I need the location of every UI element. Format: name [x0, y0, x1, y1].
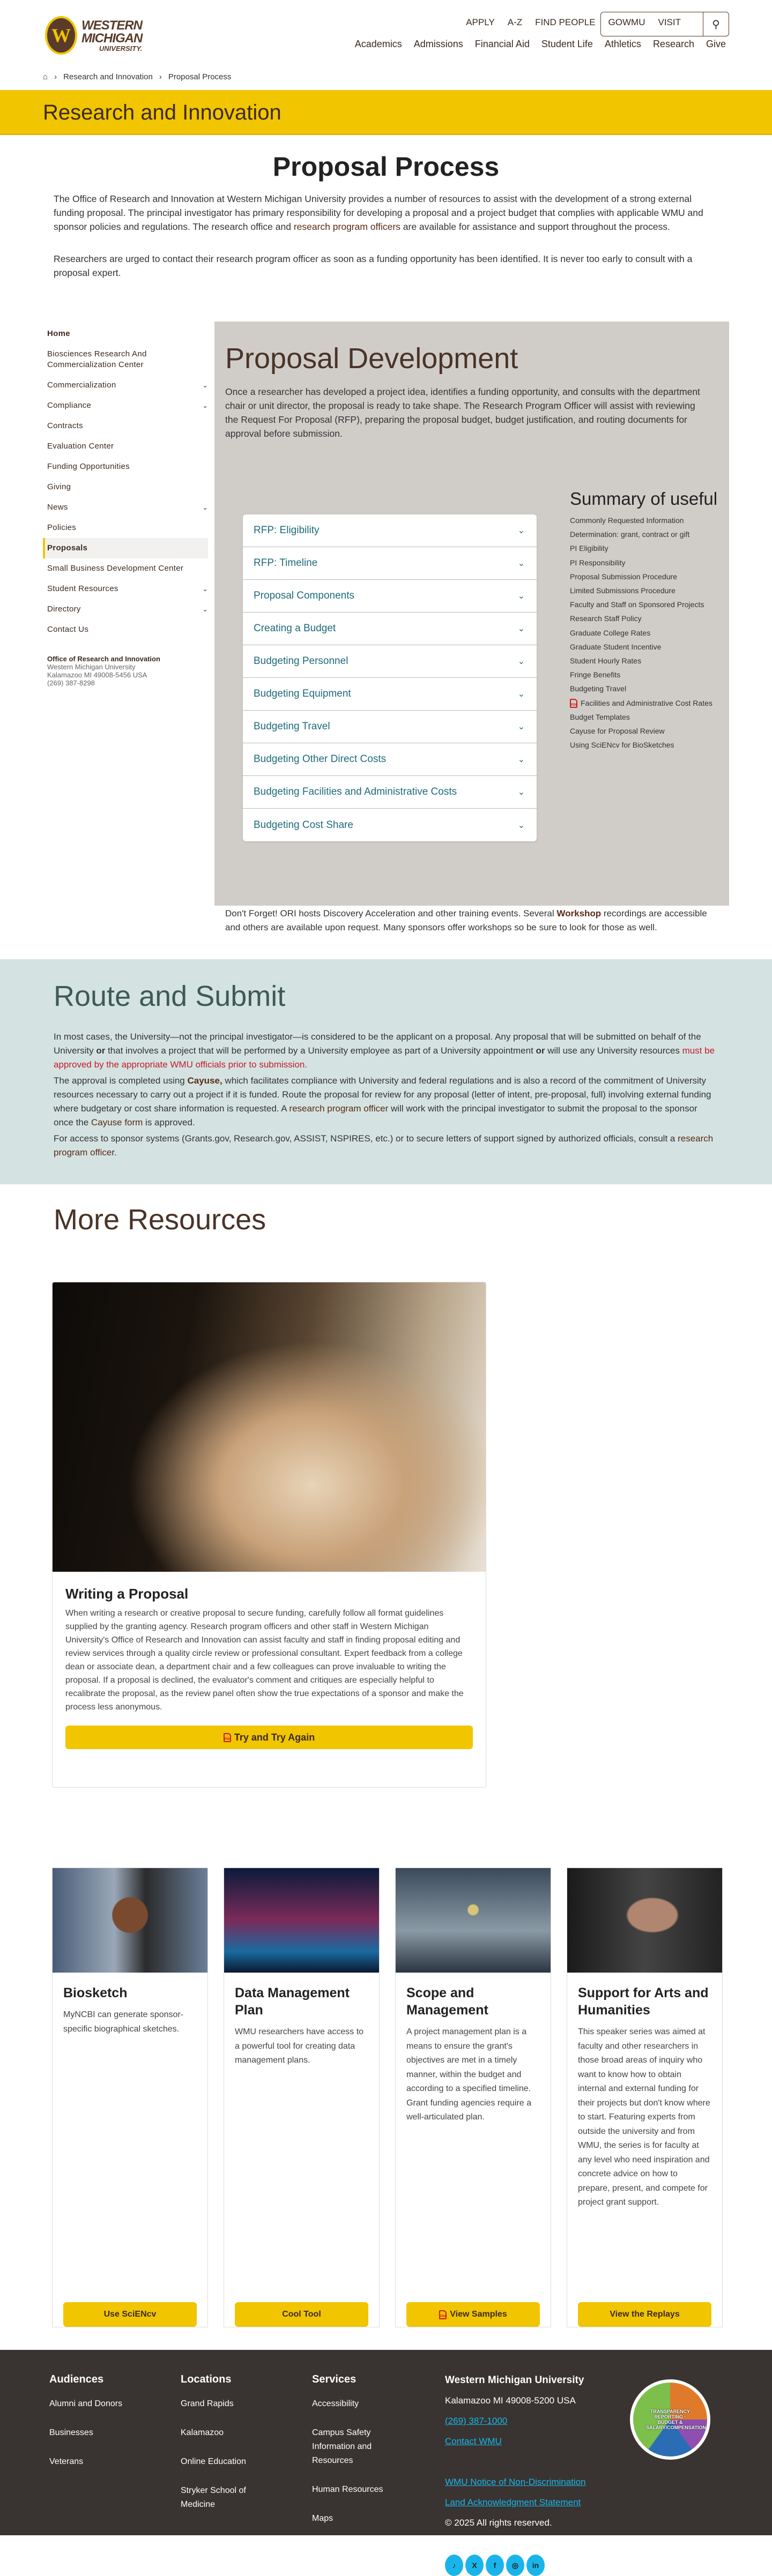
card-body: This speaker series was aimed at faculty and other researchers in those broad areas of inquiry who want to know how to obtain internal and external funding for their projects but don't know where to start. Featuring experts from outside the university and from WMU, the series is for faculty at any level who need inspiration and concrete advice on how to prepare, present, and compete for project grant support. — [578, 2027, 710, 2207]
sidebar-item-label: Biosciences Research And Commercialization Center — [47, 349, 147, 369]
utility-a-z[interactable]: A-Z — [507, 17, 523, 27]
intro-text: The Office of Research and Innovation at Western Michigan University provides a number of resources to assist with the development of a strong external funding proposal. The principal investigator has primary responsibility for developing a proposal and a project budget that complies with applicable WMU and sponsor policies and regulations. The research office and — [54, 193, 703, 232]
office-name: Office of Research and Innovation — [47, 655, 160, 663]
button-label: View Samples — [450, 2310, 507, 2319]
nav-admissions[interactable]: Admissions — [413, 39, 463, 49]
chevron-down-icon[interactable]: ⌄ — [202, 402, 208, 409]
footer-audiences — [49, 2372, 130, 2484]
resource-card-data-management-plan — [224, 1868, 380, 2327]
footer-link-maps[interactable]: Maps — [312, 2514, 333, 2523]
button-label: View the Replays — [610, 2310, 680, 2319]
text: that involves a project that will be performed by a University employee as part of a University appointment — [105, 1046, 536, 1056]
link-label: PI Responsibility — [570, 558, 626, 567]
sidebar-item-label: Contact Us — [47, 625, 89, 634]
summary-link-graduate-college-rates[interactable] — [570, 626, 729, 640]
accordion-rfp-eligibility[interactable] — [243, 514, 537, 547]
summary-title: Summary of useful — [570, 489, 718, 509]
accordion-budgeting-other-direct-costs[interactable] — [243, 743, 537, 776]
breadcrumb-separator: › — [54, 72, 57, 81]
section-title: Route and Submit — [54, 980, 286, 1012]
accordion-budgeting-equipment[interactable] — [243, 678, 537, 711]
home-icon[interactable]: ⌂ — [43, 72, 48, 81]
logo-seal-icon: W — [45, 16, 77, 55]
resource-card-scope-and-management — [395, 1868, 551, 2327]
link-label: Fringe Benefits — [570, 670, 621, 680]
accordion-label: Budgeting Other Direct Costs — [254, 753, 387, 765]
pdf-icon: PDF — [224, 1733, 231, 1742]
link-label: Student Hourly Rates — [570, 656, 642, 666]
card-photo — [53, 1868, 207, 1973]
card-body: MyNCBI can generate sponsor-specific biographical sketches. — [63, 2010, 184, 2034]
summary-link-fringe-benefits[interactable] — [570, 668, 729, 682]
card-title: Data Management Plan — [235, 1985, 350, 2018]
contact-wmu-link[interactable]: Contact WMU — [445, 2436, 502, 2446]
chevron-down-icon[interactable]: ⌄ — [202, 606, 208, 613]
text: The approval is completed using — [54, 1076, 188, 1086]
banner-title: Research and Innovation — [43, 101, 281, 124]
accordion-rfp-timeline[interactable] — [243, 547, 537, 580]
accordion-label: RFP: Eligibility — [254, 525, 320, 536]
sidebar-item-commercialization[interactable] — [47, 375, 208, 395]
link-label: Cayuse for Proposal Review — [570, 727, 665, 736]
chevron-down-icon[interactable]: ⌄ — [202, 382, 208, 389]
sidebar-item-label: Directory — [47, 604, 81, 614]
nav-student-life[interactable]: Student Life — [541, 39, 593, 49]
link-label: Using SciENcv for BioSketches — [570, 741, 674, 750]
view-the-replays-button[interactable] — [578, 2302, 711, 2327]
link-label: Research Staff Policy — [570, 614, 642, 623]
accordion-budgeting-cost-share[interactable] — [243, 809, 537, 841]
logo-line: MICHIGAN — [81, 31, 143, 46]
route-paragraph — [54, 1132, 718, 1160]
emphasis: or — [536, 1046, 545, 1056]
utility-find-people[interactable]: FIND PEOPLE — [535, 17, 596, 27]
x-icon[interactable]: X — [465, 2555, 484, 2576]
sidebar-item-label: Compliance — [47, 401, 92, 410]
accordion-label: Creating a Budget — [254, 623, 336, 634]
sidebar-item-funding-opportunities[interactable] — [47, 457, 208, 477]
summary-link-proposal-submission-procedure[interactable] — [570, 570, 729, 584]
card-photo — [224, 1868, 379, 1973]
writing-photo — [53, 1282, 486, 1572]
footer-address: Kalamazoo MI 49008-5200 USA — [445, 2395, 576, 2406]
resource-card-biosketch — [52, 1868, 208, 2327]
sidebar-item-biosciences-research-and-commercialization-center[interactable] — [47, 344, 208, 375]
sidebar-item-label: Commercialization — [47, 380, 116, 390]
try-again-button[interactable] — [65, 1726, 473, 1749]
intro-paragraph — [54, 192, 718, 234]
utility-visit[interactable]: VISIT — [658, 17, 681, 27]
sidebar-item-contracts[interactable] — [47, 416, 208, 436]
sidebar-item-label: Student Resources — [47, 584, 118, 593]
breadcrumb — [43, 72, 231, 81]
footer-locations — [181, 2372, 261, 2527]
cayuse-form-link[interactable]: Cayuse form — [91, 1117, 143, 1128]
sidebar-item-label: Proposals — [47, 543, 88, 552]
summary-link-budget-templates[interactable] — [570, 710, 729, 724]
button-label: Try and Try Again — [234, 1731, 315, 1743]
text: which facilitates compliance with University and federal regulations and is also a record of the commitment of University resources necessary to carry out a project if it is funded. Route the proposal for review for any proposal (letter of intent, pre-proposal, full) involving external funding where budgetary or cost share information is requested. A — [54, 1076, 711, 1114]
card-body: When writing a research or creative proposal to secure funding, carefully follow all format guidelines supplied by the granting agency. Research program officers and other staff in Western Michigan University's Office of Research and Innovation can assist faculty and staff in finding proposal editing and review services through a quality circle review or professional consultant. Expert feedback from a college dean or associate dean, a department chair and a few colleagues can prove invaluable to writing the proposal. If a proposal is declined, the evaluator's comment and critiques are especially helpful to recalibrate the proposal, as the review panel often show the true expectations of a sponsor and make the process less anonymous. — [65, 1609, 464, 1712]
chevron-down-icon: ⌄ — [517, 592, 525, 601]
sidebar-item-small-business-development-center[interactable] — [47, 558, 208, 579]
accordion-proposal-components[interactable] — [243, 580, 537, 613]
search-icon[interactable]: ⚲ — [703, 12, 729, 36]
main-nav — [355, 39, 726, 50]
section-title: Proposal Development — [225, 342, 518, 375]
link-label: Determination: grant, contract or gift — [570, 530, 690, 539]
text: will use any University resources — [545, 1046, 682, 1056]
footer-link-online-education[interactable]: Online Education — [181, 2457, 246, 2466]
sidebar-item-news[interactable] — [47, 497, 208, 518]
chevron-down-icon: ⌄ — [517, 559, 525, 568]
breadcrumb-research[interactable]: Research and Innovation — [63, 72, 153, 81]
note-text: recordings are accessible and others are available upon request. Many sponsors offer workshops so be sure to look for those as well. — [225, 908, 707, 932]
office-org: Western Michigan University — [47, 663, 136, 671]
cayuse-link[interactable]: Cayuse, — [187, 1076, 222, 1086]
summary-link-research-staff-policy[interactable] — [570, 611, 729, 625]
intro-text: are available for assistance and support throughout the process. — [400, 221, 670, 232]
sidebar-item-label: Contracts — [47, 421, 83, 430]
pdf-icon: PDF — [570, 699, 577, 708]
sidebar-item-label: Policies — [47, 523, 77, 532]
section-banner — [0, 90, 772, 135]
text: will work with the principal investigator to submit the proposal to the sponsor once the — [54, 1103, 697, 1128]
footer-link-grand-rapids[interactable]: Grand Rapids — [181, 2399, 234, 2408]
card-title: Scope and Management — [406, 1985, 488, 2018]
card-title: Support for Arts and Humanities — [578, 1985, 709, 2018]
sidebar-item-compliance[interactable] — [47, 395, 208, 416]
footer-heading: Services — [312, 2373, 357, 2385]
sidebar-item-label: Home — [47, 329, 70, 338]
text: is approved. — [143, 1117, 195, 1128]
breadcrumb-separator: › — [159, 72, 162, 81]
office-phone: (269) 387-8298 — [47, 679, 95, 687]
research-program-officer-link[interactable]: research program officer — [54, 1133, 714, 1158]
resource-card-support-for-arts-and-humanities — [567, 1868, 723, 2327]
summary-link-limited-submissions-procedure[interactable] — [570, 584, 729, 598]
footer-wmu — [445, 2370, 586, 2576]
sidebar-item-label: Small Business Development Center — [47, 564, 184, 573]
footer-link-alumni-and-donors[interactable]: Alumni and Donors — [49, 2399, 123, 2408]
sidebar-item-label: Giving — [47, 482, 71, 491]
more-resources-title: More Resources — [54, 1204, 266, 1236]
link-label: Facilities and Administrative Cost Rates — [581, 698, 712, 707]
route-paragraph — [54, 1030, 718, 1072]
footer-link-campus-safety-information-and-resources[interactable]: Campus Safety Information and Resources — [312, 2428, 372, 2465]
link-label: Commonly Requested Information — [570, 516, 684, 525]
link-label: Graduate Student Incentive — [570, 642, 662, 651]
search-box — [600, 12, 729, 36]
text: For access to sponsor systems (Grants.gov, Research.gov, ASSIST, NSPIRES, etc.) or to secure letters of support signed by authorized officials, consult a — [54, 1133, 678, 1144]
sidebar-item-contact-us[interactable] — [47, 619, 208, 640]
text: . — [114, 1147, 117, 1158]
link-label: Budget Templates — [570, 712, 630, 721]
link-label: Budgeting Travel — [570, 684, 627, 693]
proposal-development-section — [214, 322, 729, 906]
nav-give[interactable]: Give — [706, 39, 726, 49]
card-photo — [396, 1868, 551, 1973]
writing-proposal-card — [52, 1282, 486, 1788]
accordion — [243, 514, 537, 841]
sidebar-item-giving[interactable] — [47, 477, 208, 497]
footer-link-human-resources[interactable]: Human Resources — [312, 2485, 383, 2494]
chevron-down-icon: ⌄ — [517, 657, 525, 666]
research-program-officer-link[interactable]: research program officer — [289, 1103, 389, 1114]
sidebar-item-label: Evaluation Center — [47, 442, 114, 451]
footer-link-kalamazoo[interactable]: Kalamazoo — [181, 2428, 224, 2437]
chevron-down-icon: ⌄ — [517, 755, 525, 764]
button-label: Use SciENcv — [103, 2310, 157, 2319]
footer-link-stryker-school-of-medicine[interactable]: Stryker School of Medicine — [181, 2486, 246, 2509]
summary-links — [570, 489, 729, 752]
button-label: Cool Tool — [282, 2310, 321, 2319]
summary-link-determination-grant-contract-or-gift[interactable] — [570, 527, 729, 541]
chevron-down-icon[interactable]: ⌄ — [202, 585, 208, 593]
link-label: Proposal Submission Procedure — [570, 572, 677, 581]
nav-financial-aid[interactable]: Financial Aid — [474, 39, 530, 49]
accordion-label: Budgeting Equipment — [254, 688, 351, 699]
card-body: A project management plan is a means to ensure the grant's objectives are met in a timely manner, within the budget and according to a specified timeline. Grant funding agencies require a well-articulated plan. — [406, 2027, 532, 2122]
accordion-budgeting-facilities-and-administrative-costs[interactable] — [243, 776, 537, 809]
footer-services — [312, 2372, 392, 2570]
accordion-budgeting-travel[interactable] — [243, 711, 537, 743]
summary-link-facilities-and-administrative-cost-rates[interactable] — [570, 696, 729, 710]
footer-link-businesses[interactable]: Businesses — [49, 2428, 93, 2437]
facebook-icon[interactable]: f — [486, 2555, 504, 2576]
section-lead: Once a researcher has developed a project idea, identifies a funding opportunity, and consults with the department chair or unit director, the proposal is ready to take shape. The Research Program Officer will assist with reviewing the Request For Proposal (RFP), preparing the proposal budget, budget justification, and routing documents for approval before submission. — [225, 386, 700, 439]
card-title: Writing a Proposal — [65, 1586, 189, 1602]
copyright: © 2025 All rights reserved. — [445, 2518, 552, 2528]
breadcrumb-current: Proposal Process — [168, 72, 232, 81]
sidebar-item-policies[interactable] — [47, 518, 208, 538]
approval-warning: must be approved by the appropriate WMU officials prior to submission. — [54, 1046, 715, 1070]
utility-apply[interactable]: APPLY — [466, 17, 495, 27]
route-and-submit-section — [0, 959, 772, 1184]
chevron-down-icon: ⌄ — [517, 788, 525, 797]
emphasis: or — [96, 1046, 106, 1056]
chevron-down-icon: ⌄ — [517, 820, 525, 830]
logo-line: WESTERN — [81, 18, 142, 33]
text: In most cases, the University—not the principal investigator—is considered to be the applicant on a proposal. Any proposal that will be submitted on behalf of the University — [54, 1032, 701, 1056]
accordion-label: RFP: Timeline — [254, 557, 318, 569]
card-body: WMU researchers have access to a powerful tool for creating data management plans. — [235, 2027, 364, 2065]
badge-text: TRANSPARENCY REPORTING · BUDGET & SALARY/COMPENSATION — [646, 2409, 707, 2430]
social-links — [445, 2555, 586, 2576]
accordion-budgeting-personnel[interactable] — [243, 645, 537, 678]
instagram-icon[interactable]: ◎ — [506, 2555, 524, 2576]
sidebar-item-student-resources[interactable] — [47, 579, 208, 599]
workshop-link[interactable]: Workshop — [556, 908, 602, 919]
chevron-down-icon: ⌄ — [517, 526, 525, 535]
route-paragraph — [54, 1074, 718, 1130]
sidebar-item-proposals[interactable] — [43, 538, 208, 558]
summary-link-cayuse-for-proposal-review[interactable] — [570, 724, 729, 738]
accordion-label: Budgeting Travel — [254, 721, 330, 732]
summary-link-student-hourly-rates[interactable] — [570, 654, 729, 668]
accordion-label: Budgeting Facilities and Administrative Costs — [254, 786, 457, 797]
summary-link-graduate-student-incentive[interactable] — [570, 640, 729, 654]
chevron-down-icon: ⌄ — [517, 722, 525, 731]
sidebar-item-home[interactable] — [47, 324, 208, 344]
footer-heading: Audiences — [49, 2373, 104, 2385]
footer-wmu-title: Western Michigan University — [445, 2375, 584, 2386]
summary-link-budgeting-travel[interactable] — [570, 682, 729, 696]
summary-link-using-sciencv-for-biosketches[interactable] — [570, 738, 729, 752]
view-samples-button[interactable] — [406, 2302, 540, 2327]
nav-athletics[interactable]: Athletics — [604, 39, 641, 49]
card-title: Biosketch — [63, 1985, 128, 2000]
footer-link-veterans[interactable]: Veterans — [49, 2457, 84, 2466]
non-discrimination-link[interactable]: WMU Notice of Non-Discrimination — [445, 2477, 586, 2487]
search-input[interactable] — [601, 12, 703, 36]
research-program-officers-link[interactable]: research program officers — [293, 221, 400, 232]
chevron-down-icon: ⌄ — [517, 690, 525, 699]
accordion-creating-a-budget[interactable] — [243, 613, 537, 645]
sidebar — [47, 324, 208, 687]
cool-tool-button[interactable] — [235, 2302, 368, 2327]
link-label: Faculty and Staff on Sponsored Projects — [570, 600, 704, 609]
office-address: Kalamazoo MI 49008-5456 USA — [47, 671, 147, 679]
chevron-down-icon: ⌄ — [517, 624, 525, 633]
accordion-label: Budgeting Personnel — [254, 655, 348, 667]
nav-research[interactable]: Research — [652, 39, 694, 49]
accordion-label: Proposal Components — [254, 590, 354, 601]
footer-phone-link[interactable]: (269) 387-1000 — [445, 2416, 508, 2426]
footer-link-parking[interactable]: Parking — [312, 2543, 342, 2552]
use-sciencv-button[interactable] — [63, 2302, 197, 2327]
transparency-reporting-badge[interactable] — [630, 2379, 710, 2460]
sidebar-item-evaluation-center[interactable] — [47, 436, 208, 457]
sidebar-item-directory[interactable] — [47, 599, 208, 619]
logo-line: UNIVERSITY. — [99, 44, 143, 53]
land-acknowledgment-link[interactable]: Land Acknowledgment Statement — [445, 2497, 581, 2507]
link-label: Limited Submissions Procedure — [570, 586, 676, 595]
utility-gowmu[interactable]: GOWMU — [608, 17, 645, 27]
intro-paragraph-2: Researchers are urged to contact their research program officer as soon as a funding opportunity has been identified. It is never too early to consult with a proposal expert. — [54, 253, 693, 278]
note-text: Don't Forget! ORI hosts Discovery Acceleration and other training events. Several — [225, 908, 557, 919]
link-label: Graduate College Rates — [570, 628, 651, 637]
footer-link-accessibility[interactable]: Accessibility — [312, 2399, 359, 2408]
linkedin-icon[interactable]: in — [526, 2555, 545, 2576]
summary-link-pi-responsibility[interactable] — [570, 556, 729, 570]
tiktok-icon[interactable]: ♪ — [445, 2555, 463, 2576]
office-contact — [47, 655, 208, 687]
pdf-icon: PDF — [439, 2310, 447, 2319]
sidebar-item-label: News — [47, 503, 68, 512]
wmu-logo[interactable] — [45, 16, 142, 55]
sidebar-item-label: Funding Opportunities — [47, 462, 130, 471]
accordion-label: Budgeting Cost Share — [254, 819, 353, 831]
chevron-down-icon[interactable]: ⌄ — [202, 504, 208, 511]
summary-link-pi-eligibility[interactable] — [570, 541, 729, 555]
page-title: Proposal Process — [272, 152, 500, 182]
summary-link-commonly-requested-information[interactable] — [570, 513, 729, 527]
card-photo — [567, 1868, 722, 1973]
summary-link-faculty-and-staff-on-sponsored-projects[interactable] — [570, 598, 729, 611]
footer-heading: Locations — [181, 2373, 232, 2385]
dont-forget-note — [225, 907, 708, 935]
link-label: PI Eligibility — [570, 544, 608, 553]
logo-wordmark — [81, 19, 142, 52]
nav-academics[interactable]: Academics — [354, 39, 402, 49]
